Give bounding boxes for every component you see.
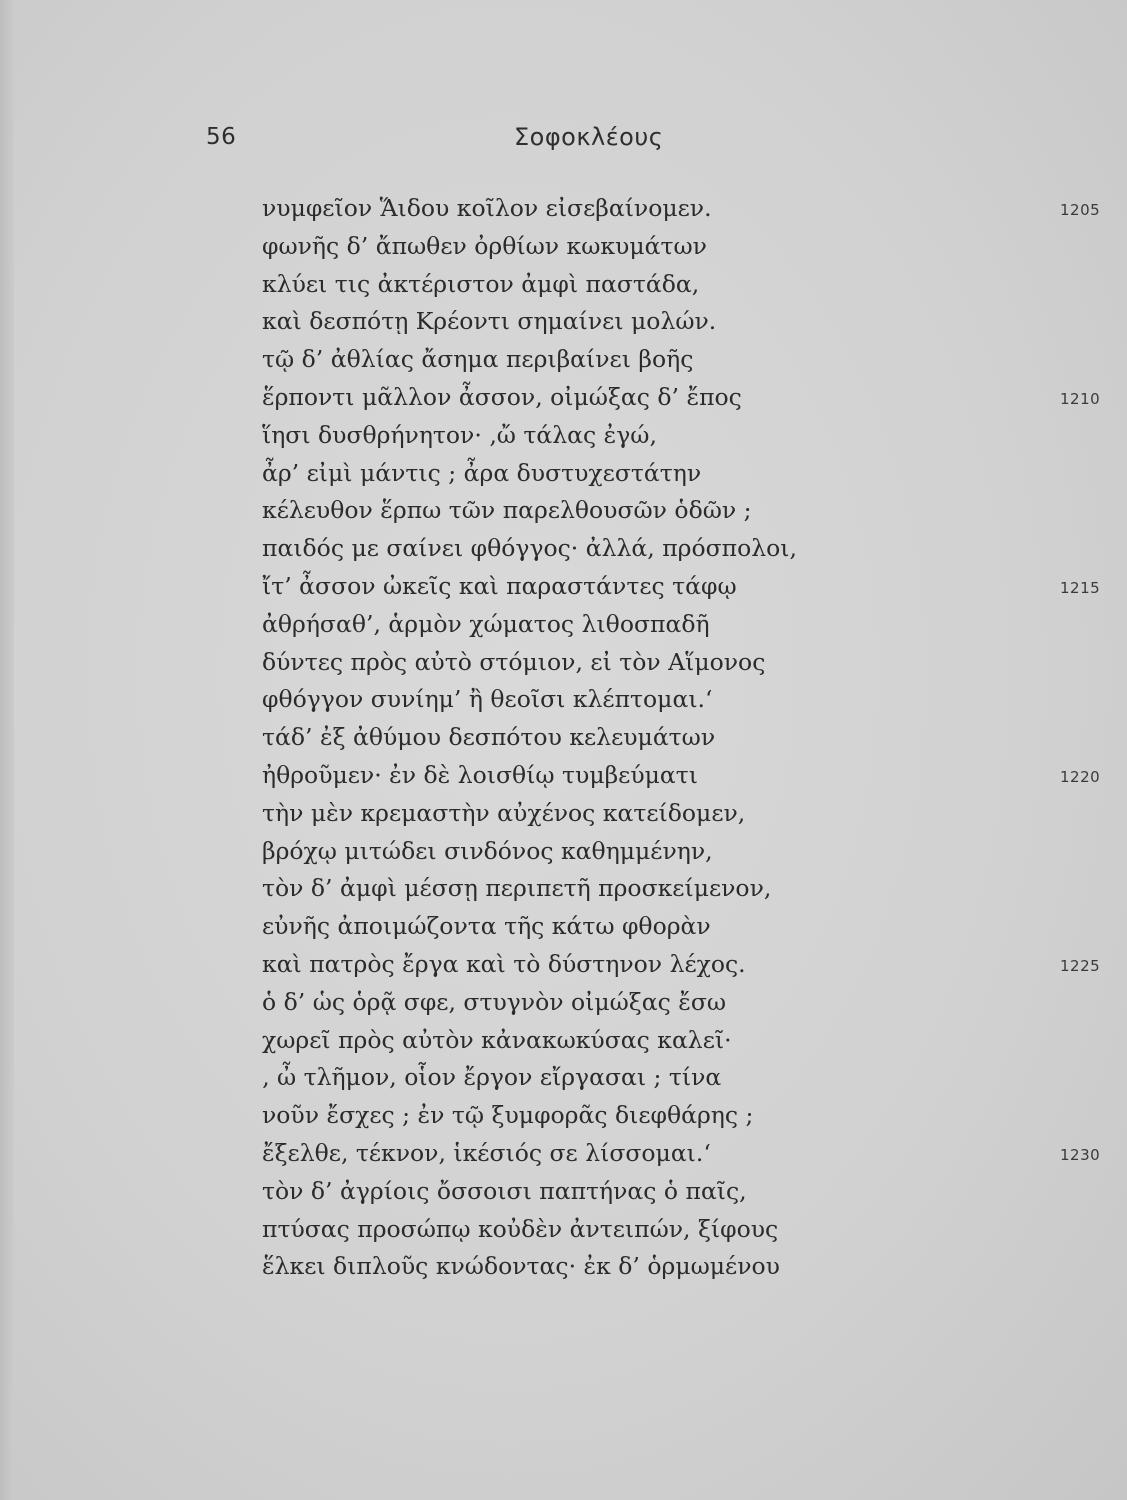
verse-line	[262, 1022, 1062, 1060]
verse-line	[262, 228, 1062, 266]
verse-line-text: τὸν δ’ ἀμφὶ μέσσῃ περιπετῆ προσκείμενον,	[262, 874, 772, 903]
verse-line-text: ἠθροῦμεν· ἐν δὲ λοισθίῳ τυμβεύματι	[262, 760, 699, 789]
verse-line-text: καὶ πατρὸς ἔργα καὶ τὸ δύστηνον λέχος.	[262, 949, 746, 978]
verse-line	[262, 606, 1062, 644]
page-edge	[0, 0, 14, 1500]
verse-line-text: τὸν δ’ ἀγρίοις ὄσσοισι παπτήνας ὁ παῖς,	[262, 1176, 747, 1205]
verse-line	[262, 379, 1101, 417]
verse-line-text: ἆρ’ εἰμὶ μάντις ; ἆρα δυστυχεστάτην	[262, 458, 702, 487]
verse-line	[262, 870, 1062, 908]
verse-line	[262, 417, 1062, 455]
verse-line-text: ἕλκει διπλοῦς κνώδοντας· ἐκ δ’ ὁρμωμένου	[262, 1252, 780, 1281]
verse-line-text: ὁ δ’ ὡς ὁρᾷ σφε, στυγνὸν οἰμώξας ἔσω	[262, 987, 727, 1016]
verse-line	[262, 455, 1062, 493]
verse-line	[262, 833, 1062, 871]
verse-line-text: πτύσας προσώπῳ κοὐδὲν ἀντειπών, ξίφους	[262, 1214, 779, 1243]
verse-line	[262, 1211, 1062, 1249]
verse-line	[262, 1135, 1101, 1173]
verse-line	[262, 795, 1062, 833]
verse-line	[262, 946, 1101, 984]
line-number: 1230	[1060, 1145, 1101, 1164]
verse-line	[262, 1059, 1062, 1097]
verse-line-text: χωρεῖ πρὸς αὐτὸν κἀνακωκύσας καλεῖ·	[262, 1025, 732, 1054]
verse-line-text: τῷ δ’ ἀθλίας ἄσημα περιβαίνει βοῆς	[262, 345, 694, 374]
verse-line-text: τάδ’ ἐξ ἀθύμου δεσπότου κελευμάτων	[262, 723, 716, 752]
line-number: 1215	[1060, 578, 1101, 597]
line-number: 1225	[1060, 956, 1101, 975]
verse-line-text: νοῦν ἔσχες ; ἐν τῷ ξυμφορᾶς διεφθάρης ;	[262, 1101, 754, 1130]
verse-line	[262, 1248, 1062, 1286]
verse-text	[262, 190, 1101, 1286]
verse-line-text: κλύει τις ἀκτέριστον ἀμφὶ παστάδα,	[262, 269, 700, 298]
verse-line-text: παιδός με σαίνει φθόγγος· ἀλλά, πρόσπολοι,	[262, 534, 797, 563]
verse-line-text: ἴτ’ ἆσσον ὠκεῖς καὶ παραστάντες τάφῳ	[262, 571, 737, 600]
line-number: 1210	[1060, 389, 1101, 408]
verse-line-text: εὐνῆς ἀποιμώζοντα τῆς κάτω φθορὰν	[262, 912, 711, 941]
verse-line-text: ‚ ὦ τλῆμον, οἷον ἔργον εἴργασαι ; τίνα	[262, 1063, 722, 1092]
verse-line	[262, 908, 1062, 946]
verse-line	[262, 1097, 1062, 1135]
verse-line-text: τὴν μὲν κρεμαστὴν αὐχένος κατείδομεν,	[262, 798, 746, 827]
verse-line	[262, 568, 1101, 606]
verse-line	[262, 1173, 1062, 1211]
page-number: 56	[206, 124, 237, 150]
verse-line-text: ἕρποντι μᾶλλον ἆσσον, οἰμώξας δ’ ἔπος	[262, 382, 742, 411]
verse-line	[262, 266, 1062, 304]
verse-line-text: κέλευθον ἕρπω τῶν παρελθουσῶν ὁδῶν ;	[262, 496, 752, 525]
running-title: Σοφοκλέους	[514, 123, 664, 151]
verse-line-text: ἀθρήσαθ’, ἁρμὸν χώματος λιθοσπαδῆ	[262, 609, 710, 638]
verse-line	[262, 681, 1062, 719]
verse-line	[262, 341, 1062, 379]
line-number: 1220	[1060, 767, 1101, 786]
verse-line-text: ἵησι δυσθρήνητον· ‚ὤ τάλας ἐγώ,	[262, 420, 657, 449]
verse-line	[262, 719, 1062, 757]
verse-line	[262, 984, 1062, 1022]
verse-line	[262, 644, 1062, 682]
verse-line-text: νυμφεῖον Ἅιδου κοῖλον εἰσεβαίνομεν.	[262, 194, 712, 222]
verse-line	[262, 303, 1062, 341]
verse-line-text: ἔξελθε, τέκνον, ἱκέσιός σε λίσσομαι.‘	[262, 1138, 711, 1167]
verse-line	[262, 190, 1101, 228]
verse-line-text: φωνῆς δ’ ἄπωθεν ὀρθίων κωκυμάτων	[262, 231, 707, 260]
verse-line-text: δύντες πρὸς αὐτὸ στόμιον, εἰ τὸν Αἵμονος	[262, 647, 766, 676]
verse-line	[262, 530, 1062, 568]
line-number: 1205	[1060, 201, 1101, 219]
verse-line-text: φθόγγον συνίημ’ ἢ θεοῖσι κλέπτομαι.‘	[262, 685, 713, 714]
verse-line-text: καὶ δεσπότῃ Κρέοντι σημαίνει μολών.	[262, 307, 717, 336]
verse-line	[262, 492, 1062, 530]
verse-line-text: βρόχῳ μιτώδει σινδόνος καθημμένην,	[262, 836, 713, 865]
verse-line	[262, 757, 1101, 795]
